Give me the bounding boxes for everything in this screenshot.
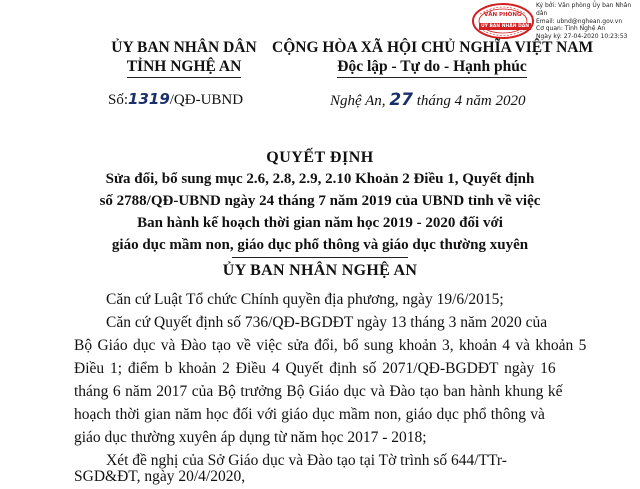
subtitle-line: Ban hành kế hoạch thời gian năm học 2019 - 2020 đối với: [137, 215, 503, 231]
issuer-heading: ỦY BAN NHÂN NGHỆ AN: [222, 262, 418, 279]
body-line: Bộ Giáo dục và Đào tạo về việc sửa đổi, bổ sung khoản 3, khoản 4 và khoản 5: [74, 337, 587, 354]
digital-signature-stamp: [470, 2, 536, 40]
doc-number-suffix: /QĐ-UBND: [169, 92, 244, 108]
document-number: [108, 90, 243, 109]
body-line: Căn cứ Quyết định số 736/QĐ-BGDĐT ngày 13 tháng 3 năm 2020 của: [106, 314, 548, 331]
body-line: Điều 1; điểm b khoản 2 Điều 4 Quyết định số 2071/QĐ-BGDĐT ngày 16: [74, 360, 556, 377]
signature-date: Ngày ký: 27-04-2020 10:23:53: [536, 33, 628, 41]
signature-agency: Cơ quan: Tỉnh Nghệ An: [536, 25, 606, 33]
document-date: [330, 90, 525, 110]
body-line: tháng 6 năm 2017 của Bộ trưởng Bộ Giáo dục và Đào tạo ban hành khung kế: [74, 383, 563, 400]
national-motto: [272, 38, 592, 78]
signature-info: [536, 2, 640, 41]
nation-line-1: CỘNG HÒA XÃ HỘI CHỦ NGHĨA VIỆT NAM: [272, 39, 594, 56]
title-divider: [232, 257, 408, 258]
body-line: SGD&ĐT, ngày 20/4/2020,: [74, 468, 246, 485]
subtitle-line: số 2788/QĐ-UBND ngày 24 tháng 7 năm 2019 của UBND tỉnh về việc: [99, 193, 541, 209]
red-seal-icon: [470, 2, 536, 40]
org-line-1: ỦY BAN NHÂN DÂN: [111, 39, 257, 56]
issuing-organization: [94, 38, 274, 78]
org-line-2: TỈNH NGHỆ AN: [127, 57, 242, 78]
subtitle-line: Sửa đổi, bổ sung mục 2.6, 2.8, 2.9, 2.10 Khoản 2 Điều 1, Quyết định: [105, 171, 535, 187]
body-line: hoạch thời gian năm học đối với giáo dục mầm non, giáo dục phổ thông và: [74, 406, 545, 423]
subtitle-line: giáo dục mầm non, giáo dục phổ thông và giáo dục thường xuyên: [111, 237, 529, 253]
doc-number-handwritten: 1319: [128, 90, 170, 108]
nation-line-2: Độc lập - Tự do - Hạnh phúc: [337, 57, 526, 78]
body-line: Xét đề nghị của Sở Giáo dục và Đào tạo tại Tờ trình số 644/TTr-: [106, 452, 507, 469]
stamp-text-1: VĂN PHÒNG: [484, 12, 522, 18]
document-title: QUYẾT ĐỊNH: [266, 149, 374, 166]
signature-email: Email: ubnd@nghean.gov.vn: [536, 17, 623, 25]
signature-signer: Ký bởi: Văn phòng Ủy ban Nhân dân: [536, 2, 632, 17]
date-rest: tháng 4 năm 2020: [416, 93, 526, 109]
doc-number-prefix: Số:: [108, 92, 129, 108]
body-line: giáo dục thường xuyên áp dụng từ năm học 2017 - 2018;: [74, 429, 427, 446]
date-day-handwritten: 27: [389, 90, 413, 110]
date-place: Nghệ An,: [330, 93, 386, 109]
body-paragraph-1: Căn cứ Luật Tổ chức Chính quyền địa phương, ngày 19/6/2015;: [106, 291, 504, 308]
stamp-text-2: UỶ BAN NHÂN DÂN: [481, 24, 530, 29]
